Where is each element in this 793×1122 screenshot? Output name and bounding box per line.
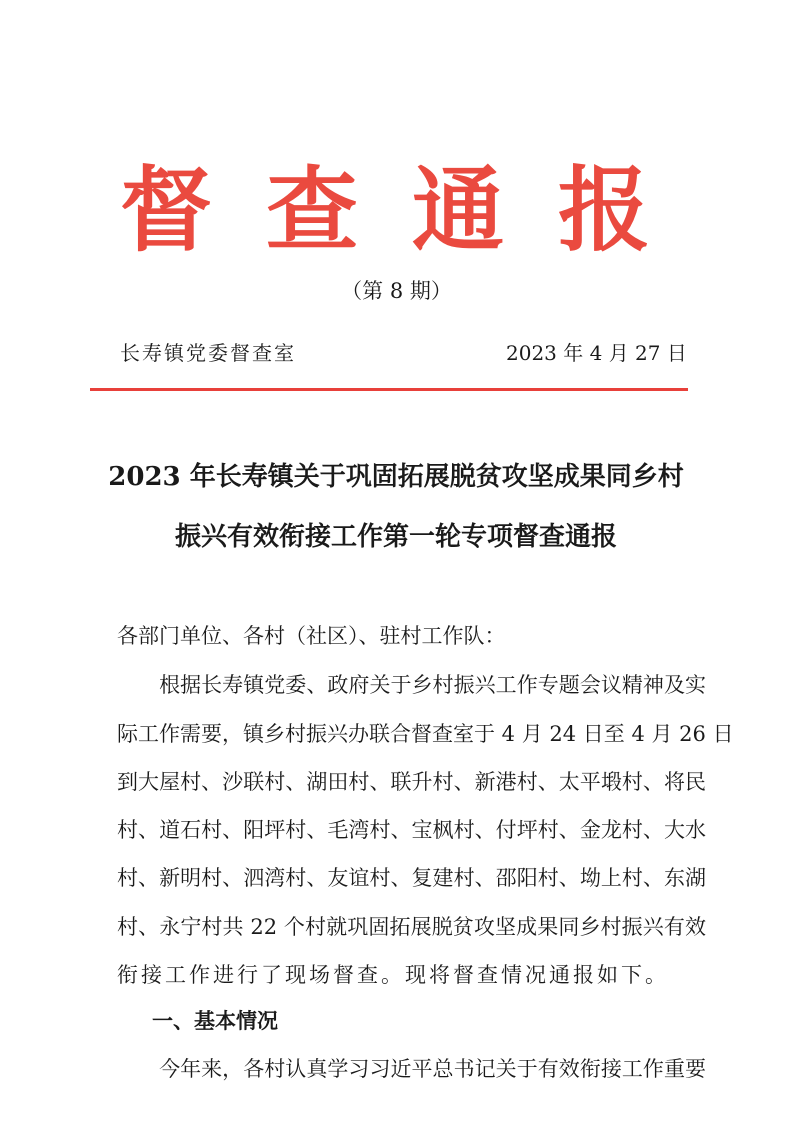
body-line: 到大屋村、沙联村、湖田村、联升村、新港村、太平塅村、将民 [117, 770, 706, 794]
document-title-line: 振兴有效衔接工作第一轮专项督查通报 [174, 522, 617, 552]
masthead-char: 查 [265, 156, 358, 264]
body-line: 际工作需要，镇乡村振兴办联合督查室于 4 月 24 日至 4 月 26 日 [117, 722, 734, 746]
document-title-line: 2023 年长寿镇关于巩固拓展脱贫攻坚成果同乡村 [108, 462, 684, 492]
issuing-organization: 长寿镇党委督查室 [120, 341, 296, 365]
red-divider [90, 388, 688, 391]
body-line: 村、永宁村共 22 个村就巩固拓展脱贫攻坚成果同乡村振兴有效 [117, 915, 706, 939]
body-line: 根据长寿镇党委、政府关于乡村振兴工作专题会议精神及实 [117, 673, 706, 697]
masthead-char: 报 [557, 156, 650, 264]
body-line: 村、道石村、阳坪村、毛湾村、宝枫村、付坪村、金龙村、大水 [117, 818, 706, 842]
issue-number: （第 8 期） [341, 279, 452, 303]
issue-date: 2023 年 4 月 27 日 [506, 341, 687, 365]
body-line: 今年来，各村认真学习习近平总书记关于有效衔接工作重要 [117, 1057, 706, 1081]
section-heading: 一、基本情况 [152, 1009, 278, 1033]
body-line: 衔接工作进行了现场督查。现将督查情况通报如下。 [117, 963, 669, 987]
salutation: 各部门单位、各村（社区）、驻村工作队： [117, 624, 506, 648]
masthead-char: 通 [411, 156, 504, 264]
body-line: 村、新明村、泗湾村、友谊村、复建村、邵阳村、坳上村、东湖 [117, 866, 706, 890]
masthead-char: 督 [120, 156, 213, 264]
masthead-title [120, 150, 650, 270]
